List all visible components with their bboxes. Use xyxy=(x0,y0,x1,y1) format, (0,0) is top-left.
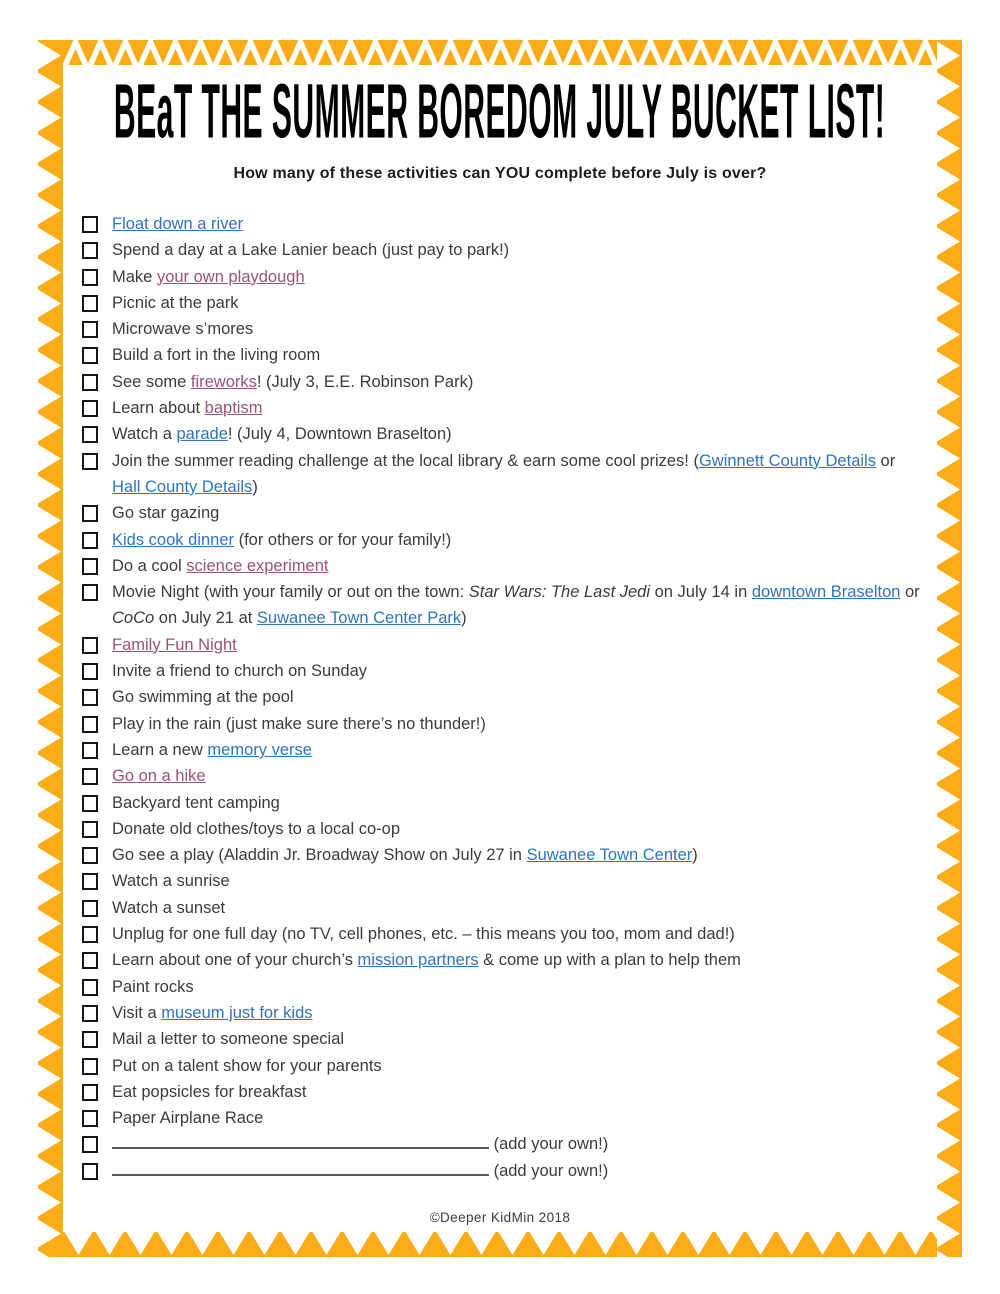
plain-text: Eat popsicles for breakfast xyxy=(112,1082,307,1101)
item-text xyxy=(112,921,921,947)
hyperlink[interactable]: Suwanee Town Center Park xyxy=(256,609,462,628)
checkbox[interactable] xyxy=(82,1058,98,1075)
copyright-footer: ©Deeper KidMin 2018 xyxy=(429,1210,571,1225)
page-subtitle: How many of these activities can YOU complete before July is over? xyxy=(233,165,767,182)
hyperlink[interactable]: Gwinnett County Details xyxy=(698,451,876,470)
checkbox[interactable] xyxy=(82,795,98,812)
checkbox[interactable] xyxy=(82,426,98,443)
plain-text: Build a fort in the living room xyxy=(112,346,321,365)
item-text xyxy=(112,527,921,553)
checkbox[interactable] xyxy=(82,321,98,338)
list-item xyxy=(82,553,921,579)
plain-text: on July 14 in xyxy=(650,583,752,602)
list-item xyxy=(82,816,921,842)
checkbox[interactable] xyxy=(82,374,98,391)
plain-text: Unplug for one full day (no TV, cell phones, etc. – this means you too, mom and dad!) xyxy=(112,925,735,944)
list-item xyxy=(82,711,921,737)
item-text xyxy=(112,632,921,658)
frame-bottom-border xyxy=(63,1232,937,1257)
list-item xyxy=(82,527,921,553)
plain-text: See some xyxy=(112,372,191,391)
checkbox[interactable] xyxy=(82,768,98,785)
hyperlink[interactable]: your own playdough xyxy=(156,267,305,286)
plain-text: Watch a xyxy=(112,425,177,444)
list-item xyxy=(82,342,921,368)
plain-text: Go star gazing xyxy=(112,504,220,523)
item-text xyxy=(112,211,921,237)
checkbox[interactable] xyxy=(82,1163,98,1180)
checkbox[interactable] xyxy=(82,505,98,522)
checkbox[interactable] xyxy=(82,1031,98,1048)
item-text xyxy=(112,553,921,579)
list-item xyxy=(82,421,921,447)
list-item xyxy=(82,1079,921,1105)
item-text xyxy=(112,763,921,789)
hyperlink[interactable]: Suwanee Town Center xyxy=(526,846,693,865)
checkbox[interactable] xyxy=(82,347,98,364)
plain-text: Spend a day at a Lake Lanier beach (just pay to park!) xyxy=(112,241,510,260)
checkbox[interactable] xyxy=(82,742,98,759)
item-text xyxy=(112,342,921,368)
checkbox[interactable] xyxy=(82,873,98,890)
item-text xyxy=(112,1000,921,1026)
plain-text: ) xyxy=(461,609,467,628)
item-text xyxy=(112,1158,921,1184)
plain-text: Make xyxy=(112,267,157,286)
list-item xyxy=(82,842,921,868)
list-item xyxy=(82,579,921,632)
write-in-line[interactable] xyxy=(112,1161,489,1176)
item-text xyxy=(112,1105,921,1131)
plain-text: ) xyxy=(692,846,698,865)
item-text xyxy=(112,1079,921,1105)
list-item xyxy=(82,895,921,921)
list-item xyxy=(82,264,921,290)
list-item xyxy=(82,921,921,947)
plain-text: or xyxy=(900,583,920,602)
list-item xyxy=(82,974,921,1000)
item-text xyxy=(112,316,921,342)
plain-text: (add your own!) xyxy=(489,1161,609,1180)
list-item xyxy=(82,1158,921,1184)
plain-text: Movie Night (with your family or out on the town: xyxy=(112,583,469,602)
plain-text: Play in the rain (just make sure there’s no thunder!) xyxy=(112,714,486,733)
plain-text: Put on a talent show for your parents xyxy=(112,1056,382,1075)
plain-text: Do a cool xyxy=(112,556,187,575)
list-item xyxy=(82,290,921,316)
movie-title: Star Wars: The Last Jedi xyxy=(468,583,651,602)
checkbox[interactable] xyxy=(82,584,98,601)
item-text xyxy=(112,290,921,316)
frame-top-border xyxy=(63,40,937,65)
hyperlink[interactable]: fireworks xyxy=(190,372,257,391)
checkbox[interactable] xyxy=(82,926,98,943)
item-text xyxy=(112,264,921,290)
hyperlink[interactable]: Hall County Details xyxy=(112,477,253,496)
hyperlink[interactable]: parade xyxy=(176,425,228,444)
hyperlink[interactable]: science experiment xyxy=(186,556,329,575)
list-item xyxy=(82,1131,921,1157)
hyperlink[interactable]: Kids cook dinner xyxy=(112,530,234,549)
list-item xyxy=(82,500,921,526)
checkbox[interactable] xyxy=(82,216,98,233)
list-item xyxy=(82,632,921,658)
list-item xyxy=(82,211,921,237)
list-item xyxy=(82,763,921,789)
list-item xyxy=(82,1026,921,1052)
checkbox[interactable] xyxy=(82,847,98,864)
list-item xyxy=(82,448,921,501)
checkbox[interactable] xyxy=(82,689,98,706)
checkbox[interactable] xyxy=(82,663,98,680)
checkbox[interactable] xyxy=(82,453,98,470)
plain-text: Learn about one of your church’s xyxy=(112,951,358,970)
checkbox[interactable] xyxy=(82,1005,98,1022)
item-text xyxy=(112,737,921,763)
plain-text: Backyard tent camping xyxy=(112,793,280,812)
item-text xyxy=(112,579,921,632)
plain-text: (for others or for your family!) xyxy=(234,530,452,549)
list-item xyxy=(82,658,921,684)
item-text xyxy=(112,237,921,263)
plain-text: ) xyxy=(252,477,258,496)
plain-text: Go see a play (Aladdin Jr. Broadway Show on July 27 in xyxy=(112,846,527,865)
plain-text: Paper Airplane Race xyxy=(112,1109,264,1128)
checkbox[interactable] xyxy=(82,1136,98,1153)
item-text xyxy=(112,421,921,447)
plain-text: on July 21 at xyxy=(154,609,257,628)
plain-text: Paint rocks xyxy=(112,977,194,996)
hyperlink[interactable]: downtown Braselton xyxy=(751,583,901,602)
content-area xyxy=(63,65,937,1232)
checkbox[interactable] xyxy=(82,558,98,575)
hyperlink[interactable]: Float down a river xyxy=(112,215,244,233)
list-item xyxy=(82,237,921,263)
title-wrap xyxy=(63,67,937,155)
plain-text: Learn a new xyxy=(112,740,208,759)
list-item xyxy=(82,369,921,395)
plain-text: Picnic at the park xyxy=(112,293,239,312)
plain-text: Watch a sunrise xyxy=(112,872,230,891)
checkbox[interactable] xyxy=(82,716,98,733)
plain-text: (add your own!) xyxy=(489,1135,609,1154)
checkbox[interactable] xyxy=(82,242,98,259)
list-item xyxy=(82,737,921,763)
checkbox[interactable] xyxy=(82,900,98,917)
item-text xyxy=(112,816,921,842)
item-text xyxy=(112,842,921,868)
item-text xyxy=(112,395,921,421)
item-text xyxy=(112,790,921,816)
list-item xyxy=(82,316,921,342)
plain-text: ! (July 4, Downtown Braselton) xyxy=(227,425,452,444)
item-text xyxy=(112,947,921,973)
item-text xyxy=(112,500,921,526)
checkbox[interactable] xyxy=(82,637,98,654)
page-title: BEaT THE SUMMER BOREDOM JULY BUCKET LIST! xyxy=(114,67,886,155)
plain-text: Invite a friend to church on Sunday xyxy=(112,662,367,681)
list-item xyxy=(82,395,921,421)
hyperlink[interactable]: memory verse xyxy=(207,740,312,759)
checkbox[interactable] xyxy=(82,1110,98,1127)
plain-text: Visit a xyxy=(112,1003,162,1022)
checkbox[interactable] xyxy=(82,532,98,549)
item-text xyxy=(112,895,921,921)
checkbox[interactable] xyxy=(82,400,98,417)
item-text xyxy=(112,974,921,1000)
plain-text: & come up with a plan to help them xyxy=(478,951,741,970)
checkbox[interactable] xyxy=(82,952,98,969)
frame-right-border xyxy=(937,40,962,1257)
item-text xyxy=(112,658,921,684)
item-text xyxy=(112,868,921,894)
checkbox[interactable] xyxy=(82,269,98,286)
item-text xyxy=(112,684,921,710)
item-text xyxy=(112,711,921,737)
write-in-line[interactable] xyxy=(112,1134,489,1149)
checkbox[interactable] xyxy=(82,1084,98,1101)
list-item xyxy=(82,868,921,894)
item-text xyxy=(112,369,921,395)
checkbox[interactable] xyxy=(82,821,98,838)
plain-text: Donate old clothes/toys to a local co-op xyxy=(112,819,401,838)
plain-text: Learn about xyxy=(112,399,205,418)
list-item xyxy=(82,684,921,710)
item-text xyxy=(112,1053,921,1079)
frame-left-border xyxy=(38,40,63,1257)
item-text xyxy=(112,1131,921,1157)
item-text xyxy=(112,448,921,501)
plain-text: Go swimming at the pool xyxy=(112,688,294,707)
hyperlink[interactable]: baptism xyxy=(204,399,263,418)
checkbox[interactable] xyxy=(82,979,98,996)
plain-text: ! (July 3, E.E. Robinson Park) xyxy=(256,372,474,391)
plain-text: Mail a letter to someone special xyxy=(112,1030,345,1049)
bucket-list xyxy=(63,211,937,1184)
plain-text: Watch a sunset xyxy=(112,898,226,917)
checkbox[interactable] xyxy=(82,295,98,312)
list-item xyxy=(82,790,921,816)
list-item xyxy=(82,1053,921,1079)
plain-text: Join the summer reading challenge at the local library & earn some cool prizes! ( xyxy=(112,451,699,470)
plain-text: or xyxy=(875,451,896,470)
hyperlink[interactable]: Family Fun Night xyxy=(112,635,237,654)
list-item xyxy=(82,1000,921,1026)
list-item xyxy=(82,947,921,973)
item-text xyxy=(112,1026,921,1052)
list-item xyxy=(82,1105,921,1131)
plain-text: Microwave s’mores xyxy=(112,320,254,339)
hyperlink[interactable]: Go on a hike xyxy=(112,767,206,786)
movie-title: CoCo xyxy=(112,609,155,628)
hyperlink[interactable]: museum just for kids xyxy=(161,1003,313,1022)
hyperlink[interactable]: mission partners xyxy=(357,951,479,970)
